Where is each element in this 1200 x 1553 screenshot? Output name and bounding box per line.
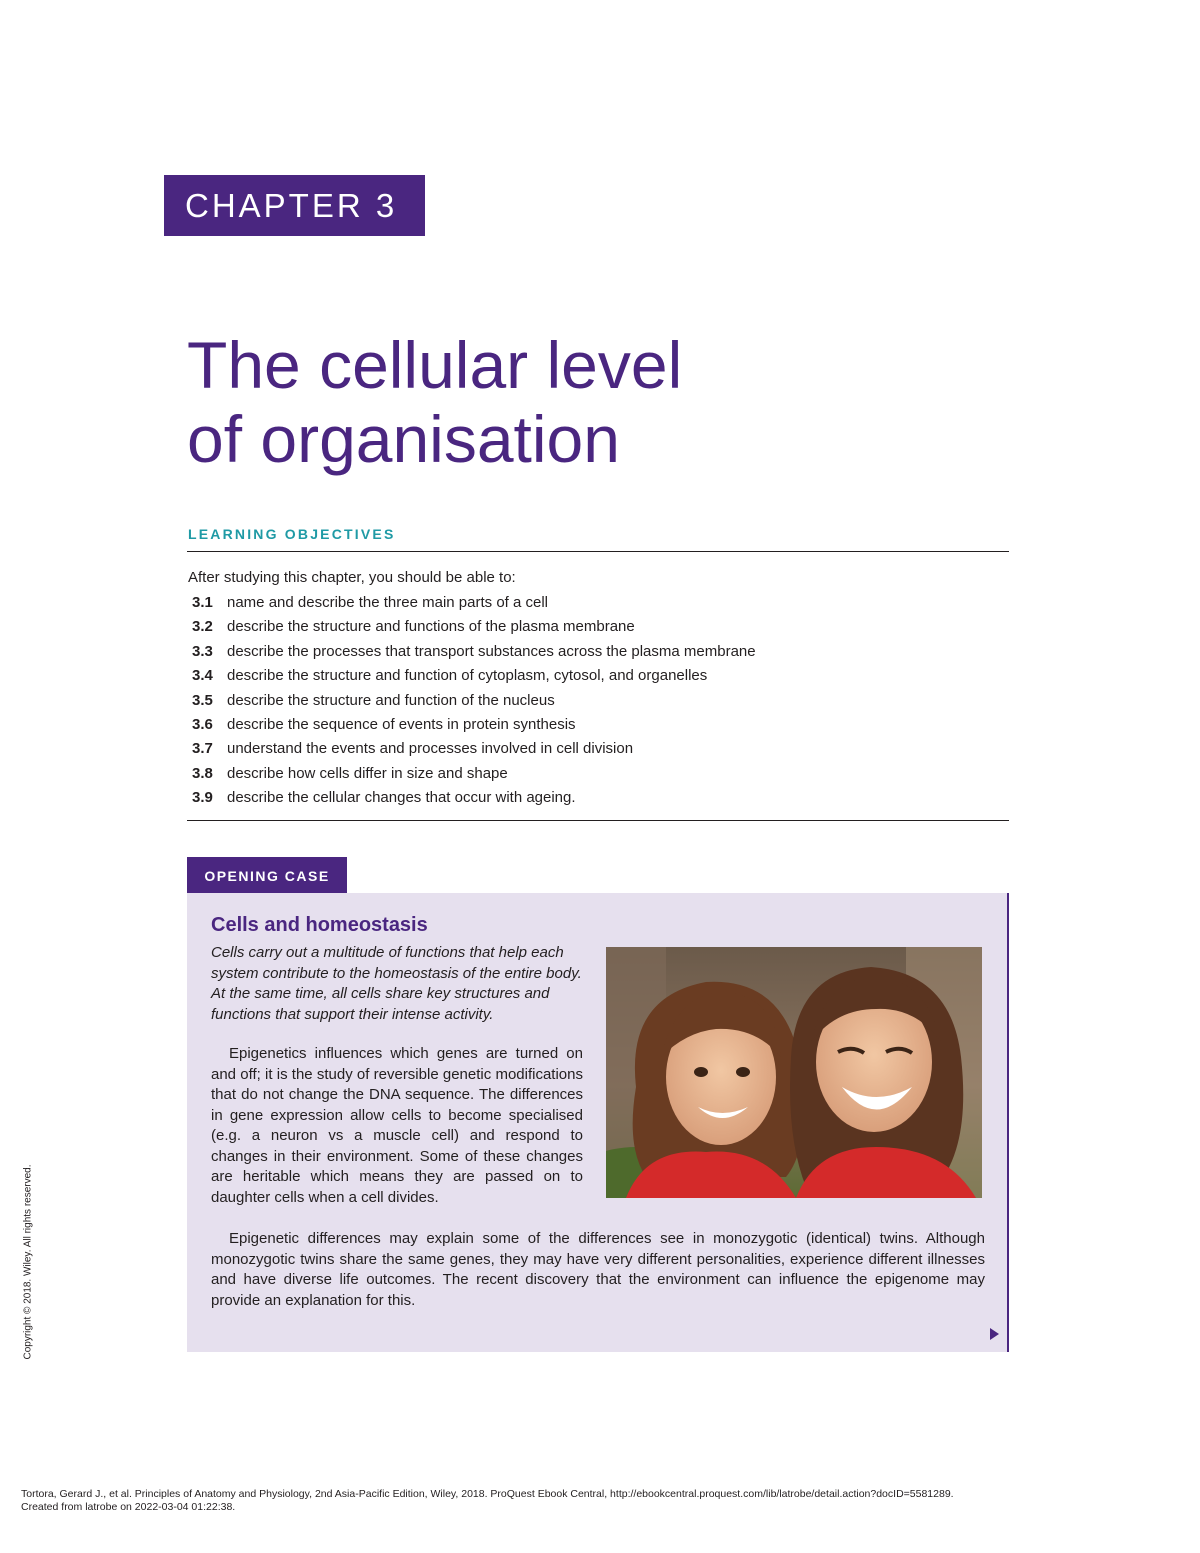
objective-item xyxy=(192,592,756,616)
objective-number: 3.9 xyxy=(192,789,213,807)
opening-case-paragraph-1: Epigenetics influences which genes are turned on and off; it is the study of reversible genetic modifications that do not change the DNA sequence. The differences in gene expression allow cells to become specialised (e.g. a neuron vs a muscle cell) and respond to changes in their environment. Some of these changes are heritable which means they are passed on to daughter cells when a cell divides. xyxy=(211,1045,583,1206)
side-copyright: Copyright © 2018. Wiley. All rights reserved. xyxy=(22,1164,34,1360)
objective-text: describe the structure and function of the nucleus xyxy=(227,691,555,709)
objective-text: describe the structure and functions of the plasma membrane xyxy=(227,618,635,636)
objective-item xyxy=(192,665,756,689)
chapter-title-line-1: The cellular level xyxy=(187,328,683,402)
objective-number: 3.3 xyxy=(192,642,213,660)
objective-text: describe the sequence of events in protein synthesis xyxy=(227,715,576,733)
objective-number: 3.7 xyxy=(192,740,213,758)
learning-objectives-heading: LEARNING OBJECTIVES xyxy=(188,526,396,542)
bottom-divider xyxy=(187,820,1009,821)
objective-item xyxy=(192,690,756,714)
objective-text: understand the events and processes involved in cell division xyxy=(227,740,634,758)
twins-photo xyxy=(606,947,982,1198)
objective-item xyxy=(192,641,756,665)
objective-item xyxy=(192,616,756,640)
objective-number: 3.1 xyxy=(192,594,213,611)
opening-case-paragraph-2: Epigenetic differences may explain some of the differences see in monozygotic (identical) twins. Although monozygotic twins share the same genes, they may have very different personalities, experience different illnesses and have diverse life outcomes. The recent discovery that the environment can influence the epigenome may provide an explanation for this. xyxy=(211,1230,985,1309)
chapter-title-line-2: of organisation xyxy=(187,402,620,476)
objective-item xyxy=(192,787,756,811)
footer-citation: Tortora, Gerard J., et al. Principles of Anatomy and Physiology, 2nd Asia-Pacific Edition, Wiley, 2018. ProQuest Ebook Central, http://ebookcentral.proquest.com/lib/latrobe/detail.action?docID=5581289. xyxy=(21,1488,954,1500)
objective-number: 3.4 xyxy=(192,667,213,685)
objective-item xyxy=(192,714,756,738)
learning-objectives-intro: After studying this chapter, you should be able to: xyxy=(188,569,516,586)
chapter-label: CHAPTER 3 xyxy=(164,175,425,236)
objective-text: name and describe the three main parts of a cell xyxy=(227,594,549,611)
objective-number: 3.5 xyxy=(192,691,213,709)
objective-number: 3.2 xyxy=(192,618,213,636)
triangle-right-icon[interactable] xyxy=(989,1327,1001,1341)
opening-case-title: Cells and homeostasis xyxy=(211,914,428,936)
objective-text: describe the processes that transport substances across the plasma membrane xyxy=(227,642,756,660)
top-divider xyxy=(187,551,1009,552)
objective-text: describe the cellular changes that occur with ageing. xyxy=(227,789,576,807)
objective-number: 3.8 xyxy=(192,764,213,782)
opening-case-tab: OPENING CASE xyxy=(187,857,347,893)
objective-item xyxy=(192,763,756,787)
page-footer xyxy=(21,1488,954,1514)
objective-text: describe how cells differ in size and shape xyxy=(227,764,508,782)
objective-text: describe the structure and function of cytoplasm, cytosol, and organelles xyxy=(227,667,708,685)
opening-case-intro: Cells carry out a multitude of functions that help each system contribute to the homeostasis of the entire body. At the same time, all cells share key structures and functions that support their intense activity. xyxy=(211,944,582,1023)
footer-created: Created from latrobe on 2022-03-04 01:22:38. xyxy=(21,1501,236,1513)
chapter-title xyxy=(187,328,682,476)
objective-item xyxy=(192,738,756,762)
objective-number: 3.6 xyxy=(192,715,213,733)
learning-objectives-list xyxy=(192,592,756,812)
